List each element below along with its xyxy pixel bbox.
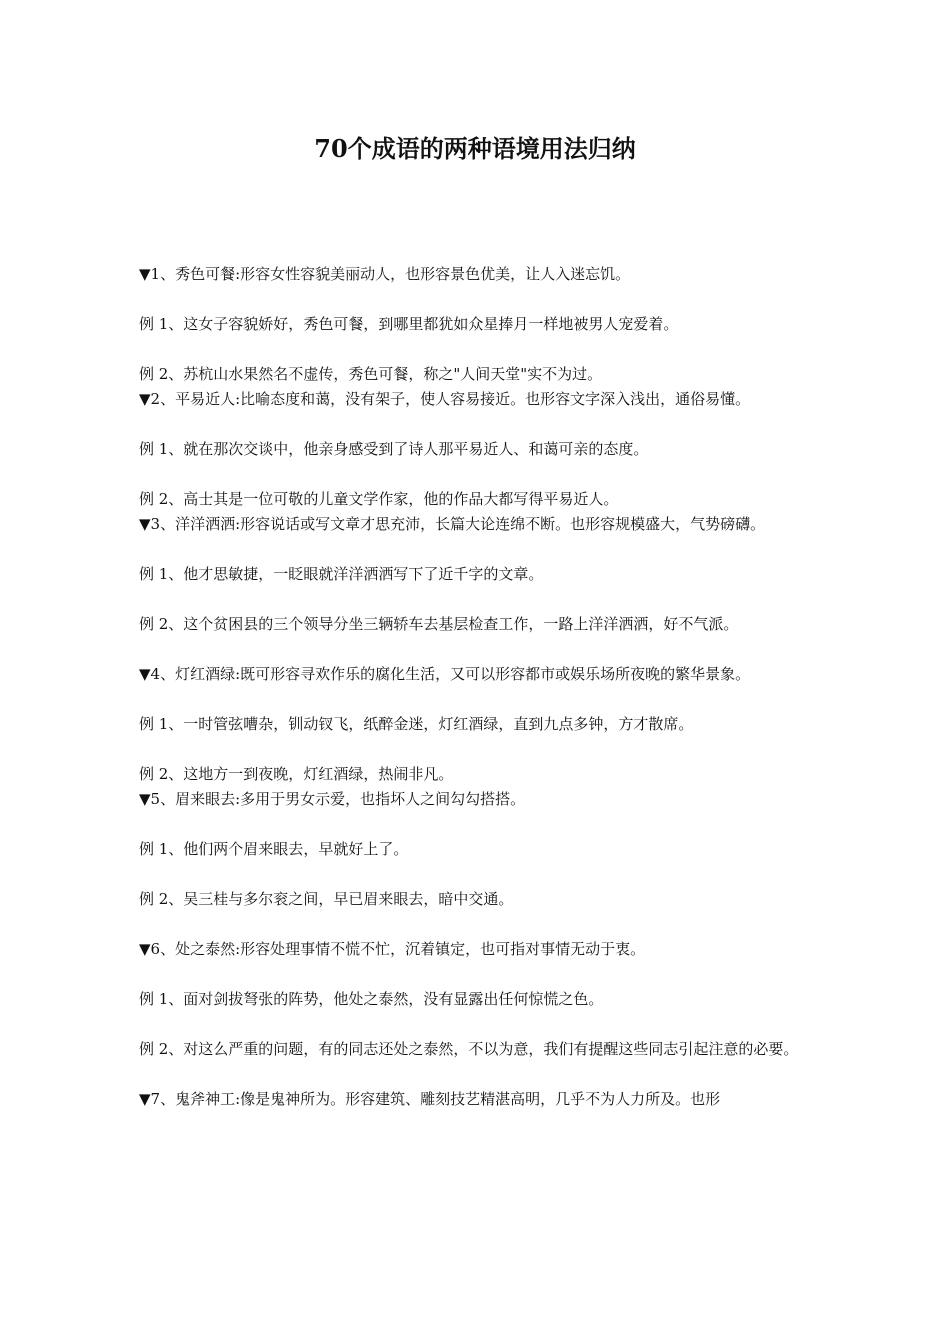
paragraph-2: 例 1、这女子容貌娇好，秀色可餐，到哪里都犹如众星捧月一样地被男人宠爱着。 xyxy=(139,315,679,333)
document-title: 70个成语的两种语境用法归纳 xyxy=(314,134,636,163)
paragraph-1: ▼1、秀色可餐:形容女性容貌美丽动人，也形容景色优美，让人入迷忘饥。 xyxy=(139,265,631,283)
paragraph-16: ▼6、处之泰然:形容处理事情不慌不忙，沉着镇定，也可指对事情无动于衷。 xyxy=(139,940,646,958)
paragraph-4: ▼2、平易近人:比喻态度和蔼，没有架子，使人容易接近。也形容文字深入浅出，通俗易懂。 xyxy=(139,390,751,408)
paragraph-17: 例 1、面对剑拔弩张的阵势，他处之泰然，没有显露出任何惊慌之色。 xyxy=(139,990,604,1008)
paragraph-11: 例 1、一时管弦嘈杂，钏动钗飞，纸醉金迷，灯红酒绿，直到九点多钟，方才散席。 xyxy=(139,715,694,733)
paragraph-9: 例 2、这个贫困县的三个领导分坐三辆轿车去基层检查工作，一路上洋洋洒洒，好不气派。 xyxy=(139,615,739,633)
paragraph-10: ▼4、灯红酒绿:既可形容寻欢作乐的腐化生活，又可以形容都市或娱乐场所夜晚的繁华景象。 xyxy=(139,665,751,683)
paragraph-15: 例 2、吴三桂与多尔衮之间，早已眉来眼去，暗中交通。 xyxy=(139,890,514,908)
paragraph-6: 例 2、高士其是一位可敬的儿童文学作家，他的作品大都写得平易近人。 xyxy=(139,490,619,508)
paragraph-5: 例 1、就在那次交谈中，他亲身感受到了诗人那平易近人、和蔼可亲的态度。 xyxy=(139,440,649,458)
paragraph-7: ▼3、洋洋洒洒:形容说话或写文章才思充沛，长篇大论连绵不断。也形容规模盛大，气势磅礴。 xyxy=(139,515,766,533)
paragraph-8: 例 1、他才思敏捷，一眨眼就洋洋洒洒写下了近千字的文章。 xyxy=(139,565,544,583)
paragraph-14: 例 1、他们两个眉来眼去，早就好上了。 xyxy=(139,840,409,858)
paragraph-3: 例 2、苏杭山水果然名不虚传，秀色可餐，称之"人间天堂"实不为过。 xyxy=(139,365,603,383)
paragraph-12: 例 2、这地方一到夜晚，灯红酒绿，热闹非凡。 xyxy=(139,765,454,783)
paragraph-19: ▼7、鬼斧神工:像是鬼神所为。形容建筑、雕刻技艺精湛高明，几乎不为人力所及。也形 xyxy=(139,1090,721,1108)
paragraph-13: ▼5、眉来眼去:多用于男女示爱，也指坏人之间勾勾搭搭。 xyxy=(139,790,526,808)
document-body xyxy=(139,262,819,1112)
paragraph-18: 例 2、对这么严重的问题，有的同志还处之泰然，不以为意，我们有提醒这些同志引起注意的必要。 xyxy=(139,1040,799,1058)
